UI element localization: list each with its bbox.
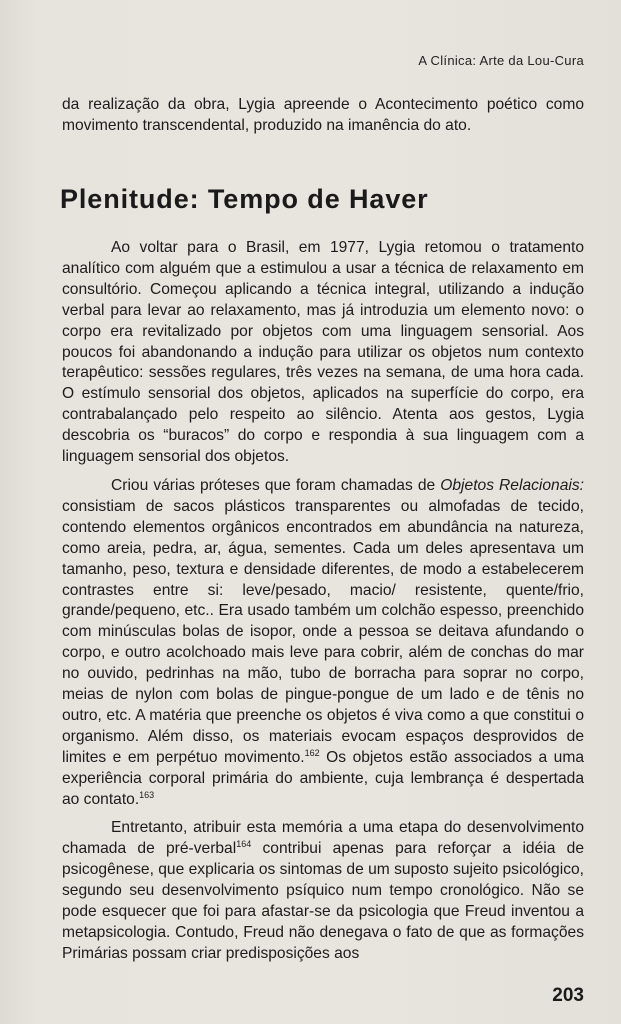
paragraph-2-start: Criou várias próteses que foram chamadas de [111,476,441,494]
running-header: A Clínica: Arte da Lou-Cura [418,53,584,68]
objetos-relacionais-term: Objetos Relacionais: [440,476,584,494]
paragraph-2-continued: Os objetos estão associados a uma experiência corporal primária do ambiente, cuja lembrança é despertada ao contato. [62,748,584,808]
intro-text [62,95,584,137]
footnote-ref-163: 163 [139,789,155,800]
paragraph-3 [62,818,584,964]
paragraph-3-start: Entretanto, atribuir esta memória a uma etapa do desenvolvimento chamada de pré-verbal [62,819,584,858]
paragraph-2 [62,476,584,811]
main-text [62,238,584,973]
section-title: Plenitude: Tempo de Haver [60,184,429,214]
paragraph-2-middle: consistiam de sacos plásticos transparentes ou almofadas de tecido, contendo elementos orgânicos encontrados em abundância na natureza, como areia, pedra, ar, água, sementes. Cada um deles apresentava um tamanho, peso, textura e densidade diferentes, de modo a estabelecerem contrastes entre si: leve/pesado, macio/ resistente, quente/frio, grande/pequeno, etc.. Era usado também um colchão espesso, preenchido com minúsculas bolas de isopor, onde a pessoa se deitava afundando o corpo, e outro acolchoado mais leve para cobrir, além de conchas do mar no ouvido, pedrinhas na mão, tubo de borracha para soprar no corpo, meias de nylon com bolas de pingue-pongue de um lado e de tênis no outro, etc. A matéria que preenche os objetos é viva como a que constitui o organismo. Além disso, os materiais evocam espaços desprovidos de limites e em perpétuo movimento. [62,497,584,766]
footnote-ref-164: 164 [236,839,252,850]
intro-paragraph: da realização da obra, Lygia apreende o Acontecimento poético como movimento transcendental, produzido na imanência do ato. [62,96,584,134]
paragraph-1: Ao voltar para o Brasil, em 1977, Lygia retomou o tratamento analítico com alguém que a estimulou a usar a técnica de relaxamento em consultório. Começou aplicando a técnica integral, utilizando a indução verbal para levar ao relaxamento, mas já introduzia um elemento novo: o corpo era revitalizado por objetos com uma linguagem sensorial. Aos poucos foi abandonando a indução para utilizar os objetos num contexto terapêutico: sessões regulares, três vezes na semana, de uma hora cada. O estímulo sensorial dos objetos, aplicados na superfície do corpo, era contrabalançado pelo respeito ao silêncio. Atenta aos gestos, Lygia descobria os “buracos” do corpo e respondia à sua linguagem com a linguagem sensorial dos objetos. [62,239,584,466]
page-number: 203 [552,985,584,1006]
paragraph-3-end: contribui apenas para reforçar a idéia de psicogênese, que explicaria os sintomas de um suposto sujeito psicológico, segundo seu desenvolvimento psíquico num tempo cronológico. Não se pode esquecer que foi para afastar-se da psicologia que Freud inventou a metapsicologia. Contudo, Freud não denegava o fato de que as formações Primárias possam criar predisposições aos [62,840,584,962]
footnote-ref-162: 162 [304,747,320,758]
